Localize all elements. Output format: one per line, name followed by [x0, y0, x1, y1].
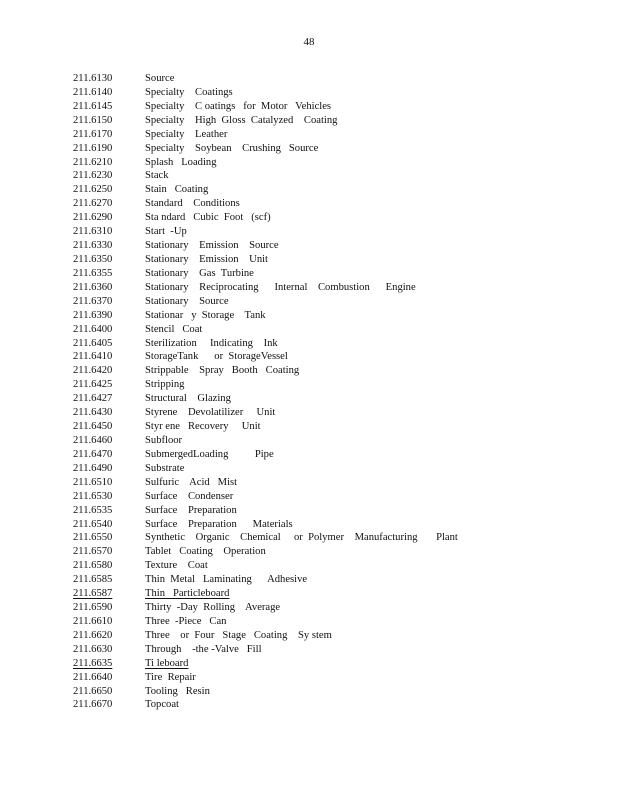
defined-term-text: Source — [145, 73, 175, 84]
index-entry — [73, 629, 458, 643]
defined-term — [145, 643, 262, 657]
index-entry — [73, 518, 458, 532]
defined-term-text: Standard Conditions — [145, 198, 240, 210]
defined-term — [145, 420, 261, 434]
index-entry — [73, 559, 458, 573]
section-number — [73, 657, 145, 671]
section-number-text: 211.6550 — [73, 532, 113, 544]
defined-term — [145, 197, 240, 211]
defined-term — [145, 657, 202, 671]
section-number-text: 211.6580 — [73, 560, 113, 572]
section-number — [73, 685, 145, 699]
index-entry — [73, 643, 458, 657]
section-number — [73, 476, 145, 490]
defined-term-text: Surface Preparation Materials — [145, 518, 293, 530]
section-number-text: 211.6170 — [73, 128, 113, 140]
defined-term — [145, 378, 184, 392]
defined-term — [145, 685, 210, 699]
section-number — [73, 114, 145, 128]
defined-term — [145, 587, 243, 601]
section-number-text: 211.6635 — [73, 657, 113, 669]
section-number-text: 211.6310 — [73, 226, 113, 238]
defined-term — [145, 72, 174, 86]
section-number — [73, 142, 145, 156]
defined-term — [145, 504, 237, 518]
section-number-text: 211.6230 — [73, 170, 113, 182]
page-number: 48 — [303, 36, 315, 48]
defined-term-text: Structural Glazing — [145, 393, 231, 405]
index-entry — [73, 685, 458, 699]
index-entry — [73, 657, 458, 671]
section-number — [73, 128, 145, 142]
defined-term-text: Thin Metal Laminating Adhesive — [145, 574, 308, 586]
section-number — [73, 295, 145, 309]
index-entry — [73, 545, 458, 559]
defined-term — [145, 183, 208, 197]
defined-term-text: Surface Preparation — [145, 504, 237, 516]
defined-term — [145, 128, 227, 142]
section-number-text: 211.6210 — [73, 156, 113, 168]
defined-term — [145, 225, 187, 239]
section-number-text: 211.6190 — [73, 142, 113, 154]
index-entry — [73, 86, 458, 100]
section-number — [73, 197, 145, 211]
defined-term-text: Three -Piece Can — [145, 615, 227, 627]
section-number-text: 211.6290 — [73, 212, 113, 224]
index-entry — [73, 267, 458, 281]
defined-term — [145, 267, 254, 281]
defined-term — [145, 406, 275, 420]
defined-term-text: Ti leboard — [145, 657, 189, 669]
defined-term-text: Stationar y Storage Tank — [145, 309, 266, 321]
defined-term-text: Texture Coat — [145, 560, 208, 572]
section-number — [73, 309, 145, 323]
defined-term-text: Stain Coating — [145, 184, 209, 196]
index-entry — [73, 253, 458, 267]
section-number — [73, 211, 145, 225]
section-number-text: 211.6587 — [73, 588, 113, 600]
index-entry — [73, 490, 458, 504]
section-number-text: 211.6585 — [73, 574, 113, 586]
section-number-text: 211.6410 — [73, 351, 113, 363]
index-entry — [73, 169, 458, 183]
defined-term-text: Stationary Emission Unit — [145, 253, 269, 265]
section-number — [73, 337, 145, 351]
index-entry — [73, 211, 458, 225]
defined-term-text: Stationary Gas Turbine — [145, 267, 254, 279]
section-number-text: 211.6650 — [73, 685, 113, 697]
index-entry — [73, 378, 458, 392]
section-number — [73, 643, 145, 657]
section-number-text: 211.6130 — [73, 73, 113, 84]
defined-term-text: Styr ene Recovery Unit — [145, 421, 261, 433]
section-number-text: 211.6620 — [73, 629, 113, 641]
index-entry — [73, 309, 458, 323]
index-entry — [73, 531, 458, 545]
defined-term — [145, 323, 202, 337]
section-number — [73, 225, 145, 239]
section-number-text: 211.6250 — [73, 184, 113, 196]
index-entry — [73, 615, 458, 629]
defined-term-text: Three or Four Stage Coating Sy stem — [145, 629, 332, 641]
index-entry — [73, 406, 458, 420]
section-number — [73, 518, 145, 532]
defined-term-text: Thin Particleboard — [145, 588, 230, 600]
defined-term — [145, 169, 169, 183]
section-number — [73, 239, 145, 253]
defined-term-text: Topcoat — [145, 699, 179, 711]
defined-term — [145, 490, 233, 504]
index-entry — [73, 573, 458, 587]
section-number — [73, 72, 145, 86]
section-number — [73, 504, 145, 518]
defined-term-text: Specialty Soybean Crushing Source — [145, 142, 319, 154]
index-entry — [73, 239, 458, 253]
section-number-text: 211.6400 — [73, 323, 113, 335]
section-number-text: 211.6427 — [73, 393, 113, 405]
defined-term-text: Stationary Source — [145, 295, 229, 307]
section-number — [73, 378, 145, 392]
defined-term-text: Tablet Coating Operation — [145, 546, 266, 558]
defined-term — [145, 615, 226, 629]
section-number-text: 211.6145 — [73, 100, 113, 112]
defined-term-text: Sulfuric Acid Mist — [145, 476, 238, 488]
section-number — [73, 86, 145, 100]
defined-term — [145, 142, 318, 156]
defined-term-text: Specialty Coatings — [145, 86, 233, 98]
section-number-text: 211.6470 — [73, 448, 113, 460]
defined-term-text: Styrene Devolatilizer Unit — [145, 407, 276, 419]
index-entry — [73, 323, 458, 337]
section-number-text: 211.6535 — [73, 504, 113, 516]
defined-term-text: Sta ndard Cubic Foot (scf) — [145, 212, 271, 224]
section-number — [73, 267, 145, 281]
section-number-text: 211.6150 — [73, 114, 113, 126]
section-number-text: 211.6140 — [73, 86, 113, 98]
section-number-text: 211.6390 — [73, 309, 113, 321]
section-number-text: 211.6425 — [73, 379, 113, 391]
defined-term-text: Stationary Emission Source — [145, 240, 279, 252]
defined-term — [145, 253, 268, 267]
index-entry — [73, 434, 458, 448]
section-number-text: 211.6430 — [73, 407, 113, 419]
definition-index-list — [73, 72, 458, 712]
defined-term-text: Sterilization Indicating Ink — [145, 337, 278, 349]
defined-term — [145, 573, 307, 587]
section-number-text: 211.6510 — [73, 476, 113, 488]
defined-term — [145, 601, 280, 615]
defined-term — [145, 364, 299, 378]
section-number — [73, 323, 145, 337]
index-entry — [73, 281, 458, 295]
index-entry — [73, 128, 458, 142]
defined-term-text: Splash Loading — [145, 156, 217, 168]
index-entry — [73, 420, 458, 434]
defined-term — [145, 211, 271, 225]
section-number — [73, 364, 145, 378]
section-number-text: 211.6420 — [73, 365, 113, 377]
section-number — [73, 531, 145, 545]
defined-term — [145, 100, 331, 114]
index-entry — [73, 100, 458, 114]
defined-term — [145, 309, 266, 323]
section-number — [73, 434, 145, 448]
section-number — [73, 587, 145, 601]
section-number-text: 211.6490 — [73, 462, 113, 474]
defined-term-text: Tooling Resin — [145, 685, 210, 697]
defined-term-text: Start -Up — [145, 226, 187, 238]
defined-term-text: Stripping — [145, 379, 185, 391]
section-number-text: 211.6570 — [73, 546, 113, 558]
defined-term — [145, 295, 229, 309]
section-number-text: 211.6270 — [73, 198, 113, 210]
defined-term-text: Specialty Leather — [145, 128, 228, 140]
section-number — [73, 420, 145, 434]
defined-term-text: Surface Condenser — [145, 490, 234, 502]
section-number-text: 211.6330 — [73, 240, 113, 252]
section-number — [73, 169, 145, 183]
section-number-text: 211.6360 — [73, 281, 113, 293]
defined-term-text: Through -the -Valve Fill — [145, 643, 262, 655]
index-entry — [73, 142, 458, 156]
index-entry — [73, 504, 458, 518]
defined-term-text: Stationary Reciprocating Internal Combustion Engine — [145, 281, 416, 293]
defined-term — [145, 239, 279, 253]
section-number — [73, 406, 145, 420]
defined-term — [145, 86, 233, 100]
section-number-text: 211.6640 — [73, 671, 113, 683]
index-entry — [73, 114, 458, 128]
defined-term-text: Specialty High Gloss Catalyzed Coating — [145, 114, 338, 126]
defined-term-text: Synthetic Organic Chemical or Polymer Manufacturing Plant — [145, 532, 458, 544]
section-number — [73, 350, 145, 364]
defined-term — [145, 518, 293, 532]
defined-term — [145, 462, 184, 476]
defined-term — [145, 531, 458, 545]
index-entry — [73, 601, 458, 615]
section-number-text: 211.6450 — [73, 421, 113, 433]
defined-term — [145, 114, 337, 128]
section-number-text: 211.6530 — [73, 490, 113, 502]
section-number-text: 211.6610 — [73, 615, 113, 627]
index-entry — [73, 156, 458, 170]
section-number — [73, 448, 145, 462]
defined-term — [145, 337, 278, 351]
section-number — [73, 490, 145, 504]
section-number-text: 211.6630 — [73, 643, 113, 655]
defined-term-text: Stack — [145, 170, 169, 182]
section-number-text: 211.6350 — [73, 253, 113, 265]
index-entry — [73, 350, 458, 364]
defined-term — [145, 629, 332, 643]
index-entry — [73, 72, 458, 86]
defined-term-text: Substrate — [145, 462, 185, 474]
defined-term-text: Subfloor — [145, 434, 183, 446]
defined-term — [145, 350, 288, 364]
section-number — [73, 601, 145, 615]
defined-term — [145, 476, 237, 490]
defined-term — [145, 671, 196, 685]
defined-term-text: Thirty -Day Rolling Average — [145, 602, 281, 614]
defined-term — [145, 448, 274, 462]
section-number — [73, 545, 145, 559]
defined-term — [145, 698, 179, 712]
defined-term — [145, 156, 217, 170]
index-entry — [73, 225, 458, 239]
section-number — [73, 253, 145, 267]
index-entry — [73, 476, 458, 490]
section-number-text: 211.6460 — [73, 434, 113, 446]
section-number — [73, 156, 145, 170]
defined-term-text: SubmergedLoading Pipe — [145, 448, 274, 460]
section-number-text: 211.6355 — [73, 267, 113, 279]
index-entry — [73, 183, 458, 197]
section-number — [73, 462, 145, 476]
index-entry — [73, 671, 458, 685]
section-number-text: 211.6590 — [73, 602, 113, 614]
defined-term-text: Specialty C oatings for Motor Vehicles — [145, 100, 332, 112]
defined-term-text: Tire Repair — [145, 671, 196, 683]
section-number — [73, 100, 145, 114]
section-number — [73, 698, 145, 712]
defined-term — [145, 434, 182, 448]
section-number — [73, 559, 145, 573]
index-entry — [73, 364, 458, 378]
defined-term-text: StorageTank or StorageVessel — [145, 351, 288, 363]
index-entry — [73, 197, 458, 211]
index-entry — [73, 587, 458, 601]
section-number — [73, 629, 145, 643]
section-number — [73, 183, 145, 197]
section-number-text: 211.6540 — [73, 518, 113, 530]
index-entry — [73, 295, 458, 309]
section-number — [73, 392, 145, 406]
section-number-text: 211.6370 — [73, 295, 113, 307]
defined-term-text: Strippable Spray Booth Coating — [145, 365, 300, 377]
section-number-text: 211.6670 — [73, 699, 113, 711]
index-entry — [73, 448, 458, 462]
index-entry — [73, 698, 458, 712]
section-number — [73, 573, 145, 587]
index-entry — [73, 337, 458, 351]
index-entry — [73, 392, 458, 406]
index-entry — [73, 462, 458, 476]
defined-term-text: Stencil Coat — [145, 323, 203, 335]
section-number-text: 211.6405 — [73, 337, 113, 349]
defined-term — [145, 545, 266, 559]
section-number — [73, 281, 145, 295]
defined-term — [145, 281, 416, 295]
defined-term — [145, 392, 231, 406]
section-number — [73, 615, 145, 629]
section-number — [73, 671, 145, 685]
defined-term — [145, 559, 208, 573]
